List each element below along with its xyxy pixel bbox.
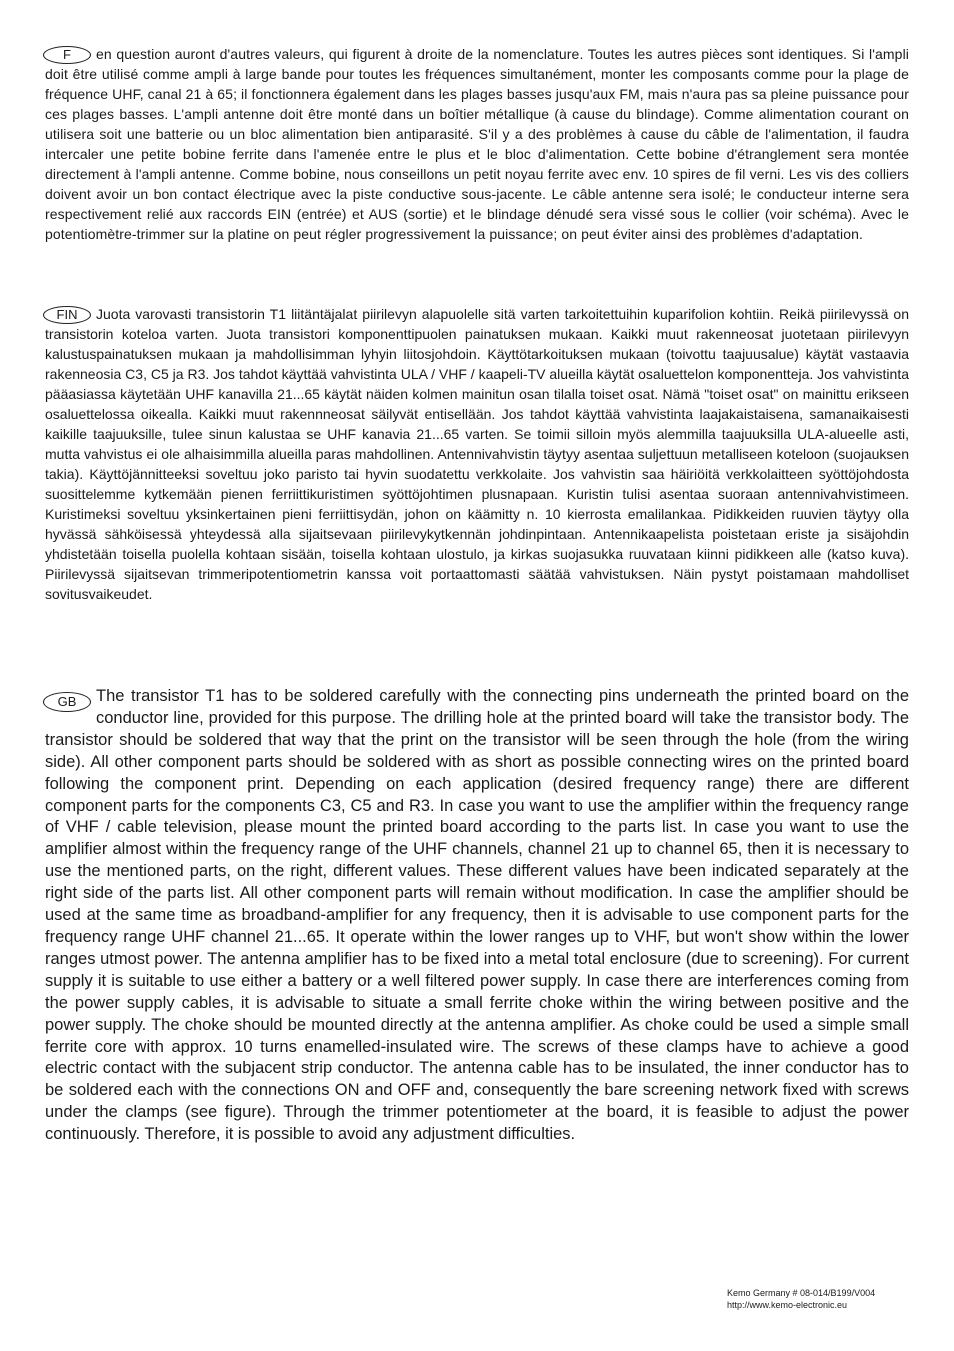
paragraph-finnish: Juota varovasti transistorin T1 liitäntäjalat piirilevyn alapuolelle sitä varten tarkoitettuihin kuparifolion kohtiin. Reikä piirilevyssä on transistorin koteloa varten. Juota transistori komponenttipuolen painatuksen mukaan. Kaikki muut rakenneosat juotetaan piirilevyyn kalustuspainatuksen mukaan ja mahdollisimman lyhyin liitosjohdoin. Käyttötarkoituksen mukaan (toivottu taajuusalue) käytät vastaavia rakenneosia C3, C5 ja R3. Jos tahdot käyttää vahvistinta ULA / VHF / kaapeli-TV alueilla käytät osaluettelon komponentteja. Jos vahvistinta pääasiassa käytetään UHF kanavilla 21...65 käytät näiden kolmen mainitun osan tilalla toiset osat. Nämä "toiset osat" on mainittu erikseen osaluettelossa oikealla. Kaikki muut rakennneosat säilyvät entisellään. Jos tahdot käyttää vahvistinta laajakaistaisena, samanaikaisesti kaikille taajuuksille, tulee sinun kalustaa se UHF kanavia 21...65 varten. Se toimii silloin myös alemmilla taajuuksilla ULA-alueelle asti, mutta vahvistus ei ole alhaisimmilla alueilla paras mahdollinen. Antennivahvistin täytyy asentaa suljettuun metalliseen koteloon (suojauksen takia). Käyttöjännitteeksi soveltuu joko paristo tai hyvin suodatettu verkkolaite. Jos vahvistin saa häiriöitä verkkolaitteen syöttöjohdosta suosittelemme kytkemään pienen ferriittikuristimen syöttöjohtimen plusnapaan. Kuristin tulisi asentaa suoraan antennivahvistimeen. Kuristimeksi soveltuu yksinkertainen pieni ferriittisydän, johon on käämitty n. 10 kierrosta emalilankaa. Pidikkeiden ruuvien täytyy olla hyvässä sähköisessä yhteydessä alla sijaitsevaan piirilevykytkennän johdinpintaan. Antennikaapelista poistetaan eriste ja sisäjohdin yhdistetään toisella puolella kohtaan sisään, toisella kohtaan ulostulo, ja kirkas suojasukka ruuvataan kiinni pidikkeen alle (katso kuva). Piirilevyssä sijaitsevan trimmeripotentiometrin kanssa voit portaattomasti säätää vahvistuksen. Näin pystyt poistamaan mahdolliset sovitusvaikeudet.	[45, 306, 909, 602]
language-badge-fin: FIN	[43, 306, 91, 324]
footer	[727, 1287, 875, 1311]
section-english	[45, 686, 909, 1146]
section-french	[45, 44, 909, 244]
paragraph-english: The transistor T1 has to be soldered carefully with the connecting pins underneath the printed board on the conductor line, provided for this purpose. The drilling hole at the printed board will take the transistor body. The transistor should be soldered that way that the print on the transistor will be seen through the hole (from the wiring side). All other component parts should be soldered with as short as possible connecting wires on the printed board following the component print. Depending on each application (desired frequency range) there are different component parts for the components C3, C5 and R3. In case you want to use the amplifier within the frequency range of VHF / cable television, please mount the printed board according to the parts list. In case you want to use the amplifier almost within the frequency range of the UHF channels, channel 21 up to channel 65, then it is necessary to use the mentioned parts, on the right, different values. These different values have been indicated separately at the right side of the parts list. All other component parts will remain without modification. In case the amplifier should be used at the same time as broadband-amplifier for any frequency, then it is advisable to use component parts for the frequency range UHF channel 21...65. It operate within the lower ranges up to VHF, but won't show within the lower ranges utmost power. The antenna amplifier has to be fixed into a metal total enclosure (due to screening). For current supply it is suitable to use either a battery or a well filtered power supply. In case there are interferences coming from the power supply cables, it is advisable to situate a small ferrite choke within the wiring between positive and the power supply. The choke should be mounted directly at the antenna amplifier. As choke could be used a simple small ferrite core with approx. 10 turns enamelled-insulated wire. The screws of these clamps have to achieve a good electric contact with the subjacent strip conductor. The antenna cable has to be insulated, the inner conductor has to be soldered each with the connections ON and OFF and, consequently the bare screening network fixed with screws under the clamps (see figure). Through the trimmer potentiometer at the board, it is feasible to adjust the power continuously. Therefore, it is possible to avoid any adjustment difficulties.	[45, 687, 909, 1144]
section-finnish	[45, 304, 909, 604]
document-reference: Kemo Germany # 08-014/B199/V004	[727, 1288, 876, 1298]
language-badge-f: F	[43, 46, 91, 64]
language-badge-gb: GB	[43, 692, 91, 712]
website-link[interactable]: http://www.kemo-electronic.eu	[727, 1300, 848, 1310]
paragraph-french: en question auront d'autres valeurs, qui figurent à droite de la nomenclature. Toutes les autres pièces sont identiques. Si l'ampli doit être utilisé comme ampli à large bande pour toutes les fréquences simultanément, monter les composants comme pour la plage de fréquence UHF, canal 21 à 65; il fonctionnera également dans les plages basses jusqu'aux FM, mais n'aura pas sa pleine puissance pour ces plages basses. L'ampli antenne doit être monté dans un boîtier métallique (à cause du blindage). Comme alimentation courant on utilisera soit une batterie ou un bloc alimentation bien antiparasité. S'il y a des problèmes à cause du câble de l'alimentation, il faudra intercaler une petite bobine ferrite dans l'amenée entre le plus et le bloc d'alimentation. Cette bobine d'étranglement sera montée directement à l'ampli antenne. Comme bobine, nous conseillons un petit noyau ferrite avec env. 10 spires de fil verni. Les vis des colliers doivent avoir un bon contact électrique avec la piste conductive sous-jacente. Le câble antenne sera isolé; le conducteur interne sera respectivement relié aux raccords EIN (entrée) et AUS (sortie) et le blindage dénudé sera vissé sous le collier (voir schéma). Avec le potentiomètre-trimmer sur la platine on peut régler progressivement la puissance; on peut éviter ainsi des problèmes d'adaptation.	[45, 46, 909, 242]
